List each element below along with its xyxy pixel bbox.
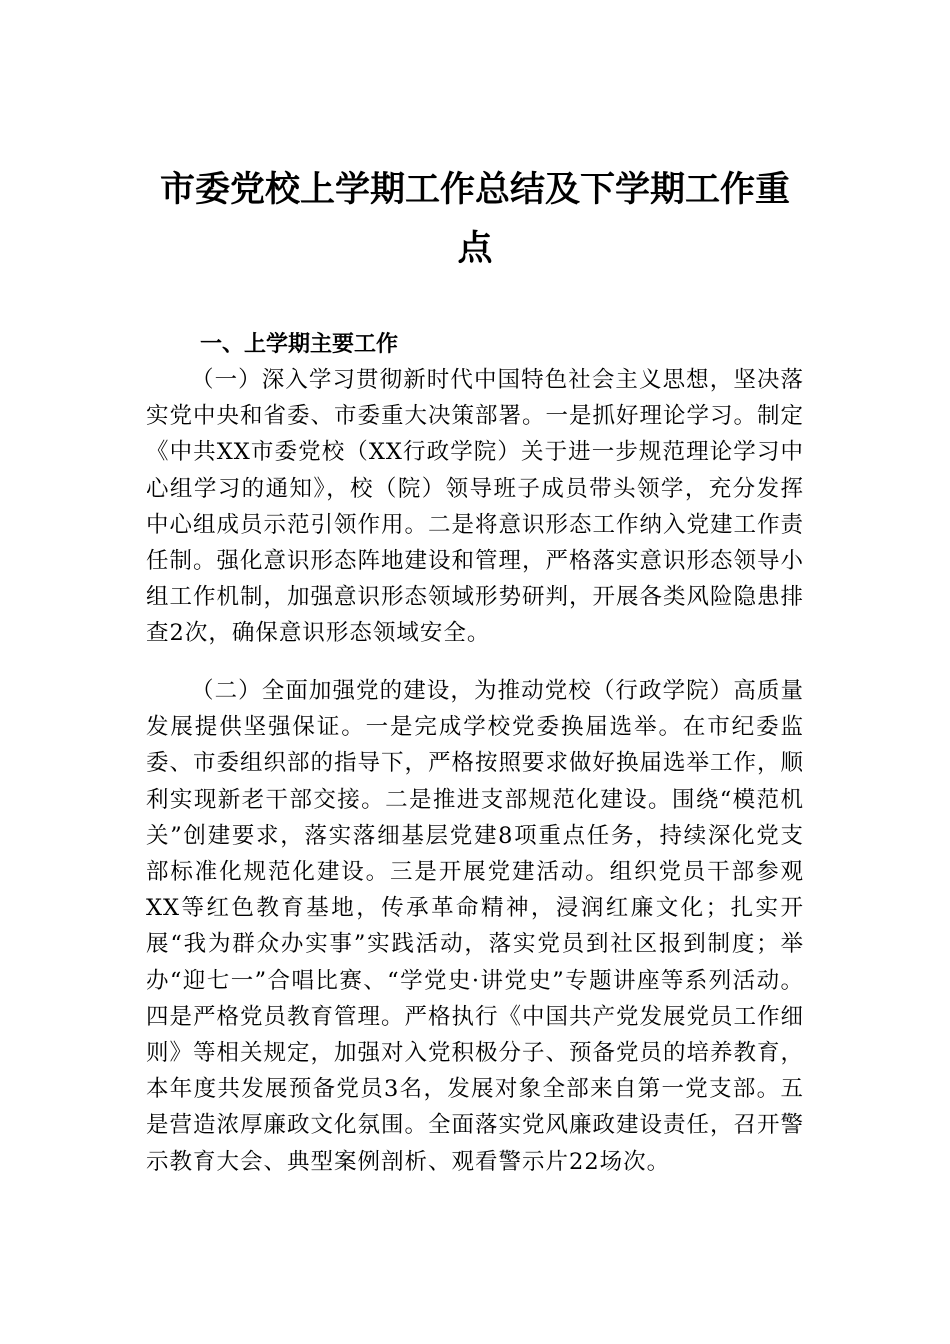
section-heading: 一、上学期主要工作	[200, 332, 399, 357]
document-title: 市委党校上学期工作总结及下学期工作重点	[159, 169, 790, 269]
body-paragraph: （二）全面加强党的建设，为推动党校（行政学院）高质量发展提供坚强保证。一是完成学校党委换届选举。在市纪委监委、市委组织部的指导下，严格按照要求做好换届选举工作，顺利实现新老干部交接。二是推进支部规范化建设。围绕“模范机关”创建要求，落实落细基层党建8项重点任务，持续深化党支部标准化规范化建设。三是开展党建活动。组织党员干部参观XX等红色教育基地，传承革命精神，浸润红廉文化；扎实开展“我为群众办实事”实践活动，落实党员到社区报到制度；举办“迎七一”合唱比赛、“学党史·讲党史”专题讲座等系列活动。四是严格党员教育管理。严格执行《中国共产党发展党员工作细则》等相关规定，加强对入党积极分子、预备党员的培养教育，本年度共发展预备党员3名，发展对象全部来自第一党支部。五是营造浓厚廉政文化氛围。全面落实党风廉政建设责任，召开警示教育大会、典型案例剖析、观看警示片22场次。	[146, 678, 805, 1175]
body-paragraph: （一）深入学习贯彻新时代中国特色社会主义思想，坚决落实党中央和省委、市委重大决策部署。一是抓好理论学习。制定《中共XX市委党校（XX行政学院）关于进一步规范理论学习中心组学习的通知》，校（院）领导班子成员带头领学，充分发挥中心组成员示范引领作用。二是将意识形态工作纳入党建工作责任制。强化意识形态阵地建设和管理，严格落实意识形态领导小组工作机制，加强意识形态领域形势研判，开展各类风险隐患排查2次，确保意识形态领域安全。	[146, 367, 805, 647]
